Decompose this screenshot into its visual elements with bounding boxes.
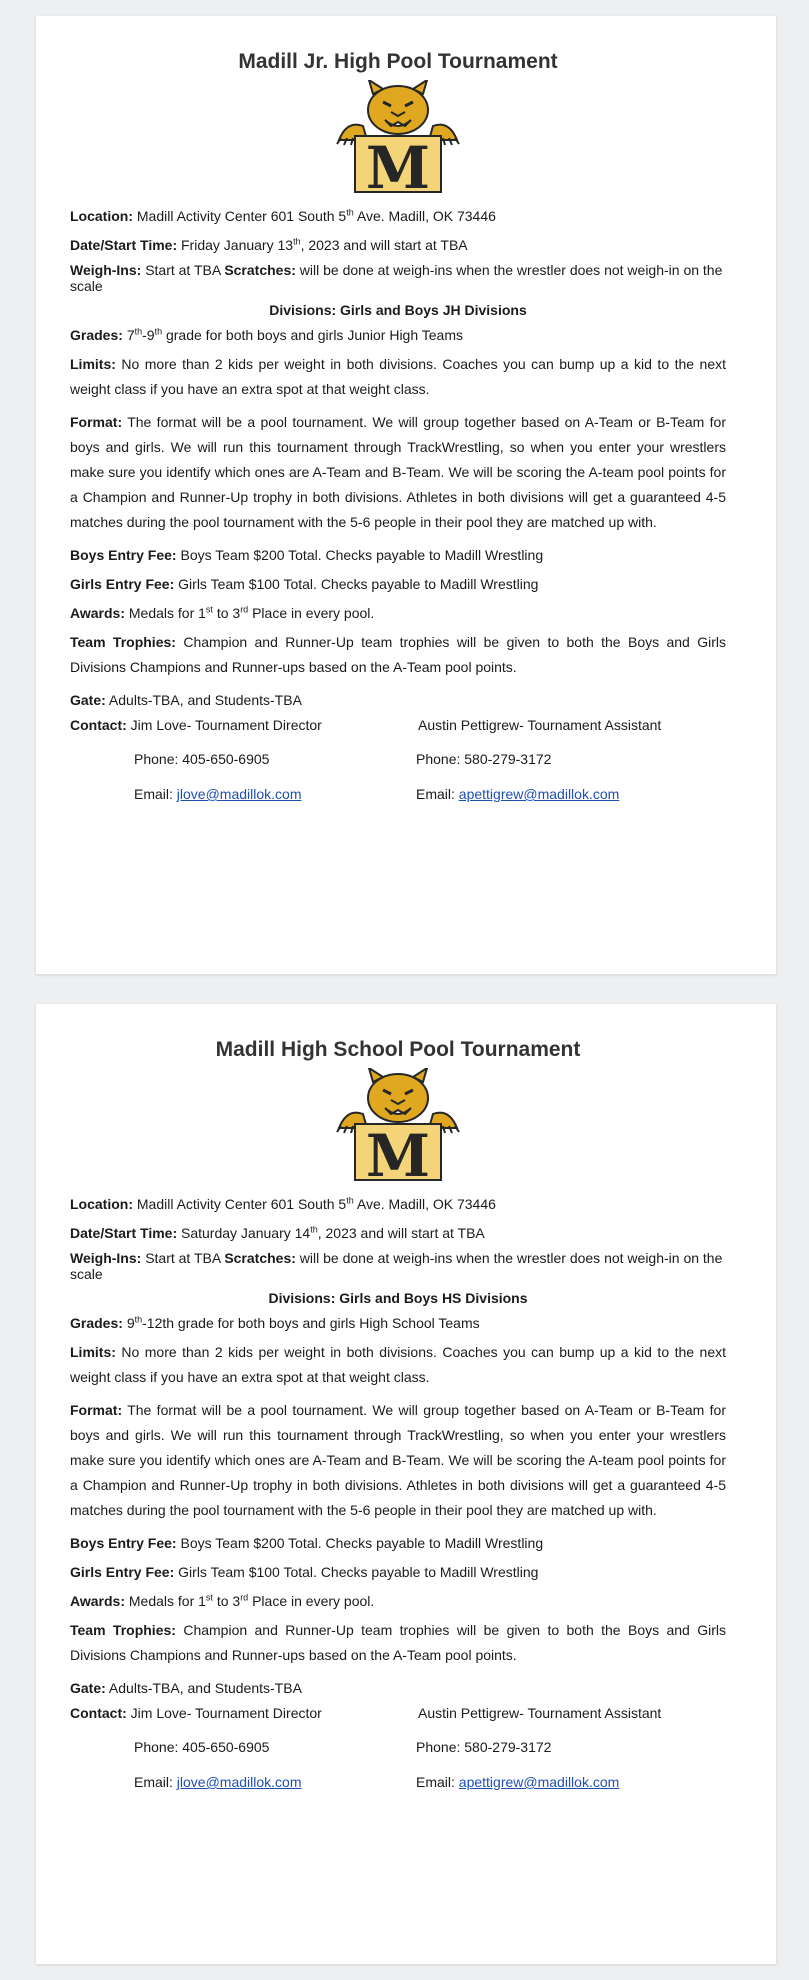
logo-svg [333,80,463,194]
weigh-ins-line [70,1250,726,1282]
director-name: Jim Love- Tournament Director [130,1705,322,1721]
limits-label: Limits: [70,1344,116,1360]
location-text-a: Madill Activity Center 601 South 5 [136,208,347,224]
trophies-paragraph [70,1618,726,1668]
director-name: Jim Love- Tournament Director [130,717,322,733]
awards-line [70,1589,726,1614]
scratches-label: Scratches: [224,1250,296,1266]
awards-text-c: Place in every pool. [248,1593,375,1609]
contact-director [70,1705,322,1721]
flyer-page-high-school [36,1004,776,1964]
date-sup: th [310,1224,318,1235]
trophies-text: Champion and Runner-Up team trophies will be given to both the Boys and Girls Divisions Champions and Runner-ups based on the A-Team pool points. [70,634,726,675]
grades-line [70,323,726,348]
location-text-b: Ave. Madill, OK 73446 [353,208,496,224]
email-label: Email: [416,786,459,802]
assistant-email [416,786,619,802]
logo-letter: M [365,134,431,194]
scratches-label: Scratches: [224,262,296,278]
location-text-a: Madill Activity Center 601 South 5 [136,1196,347,1212]
awards-sup-2: rd [240,604,249,615]
date-label: Date/Start Time: [70,1225,178,1241]
page-title: Madill High School Pool Tournament [215,1038,581,1061]
grades-label: Grades: [70,327,123,343]
grades-text-c: grade for both boys and girls High School Teams [174,1315,480,1331]
contact-block [70,1705,726,1817]
contact-label: Contact: [70,1705,127,1721]
awards-text-a: Medals for 1 [128,605,206,621]
grades-text-b: -12th [142,1315,175,1331]
date-line [70,1221,726,1246]
grades-line [70,1311,726,1336]
awards-line [70,601,726,626]
location-label: Location: [70,1196,133,1212]
weigh-ins-label: Weigh-Ins: [70,262,142,278]
boys-fee-text: Boys Team $200 Total. Checks payable to Madill Wrestling [180,1535,544,1551]
date-text-b: , 2023 and will start at TBA [317,1225,485,1241]
date-text-a: Friday January 13 [181,237,294,253]
assistant-email [416,1774,619,1790]
trophies-label: Team Trophies: [70,634,176,650]
gate-label: Gate: [70,692,106,708]
date-text-b: , 2023 and will start at TBA [300,237,468,253]
trophies-text: Champion and Runner-Up team trophies will be given to both the Boys and Girls Divisions Champions and Runner-ups based on the A-Team pool points. [70,1622,726,1663]
weigh-ins-text: Start at TBA [145,262,221,278]
location-line [70,1192,726,1217]
awards-sup-2: rd [240,1592,249,1603]
flyer-page-jr-high [36,16,776,974]
gate-label: Gate: [70,1680,106,1696]
boys-fee-text: Boys Team $200 Total. Checks payable to Madill Wrestling [180,547,544,563]
grades-sup-2: th [154,326,163,337]
page-title: Madill Jr. High Pool Tournament [238,50,558,73]
madill-wildcat-m-logo-icon [70,1068,726,1182]
awards-text-b: to 3 [212,605,241,621]
assistant-name: Austin Pettigrew- Tournament Assistant [418,717,662,733]
gate-text: Adults-TBA, and Students-TBA [108,692,302,708]
director-phone: Phone: 405-650-6905 [134,1739,270,1755]
contact-block [70,717,726,829]
date-line [70,233,726,258]
logo-svg [333,1068,463,1182]
format-label: Format: [70,414,123,430]
grades-text-c: grade for both boys and girls Junior High Teams [162,327,463,343]
awards-text-a: Medals for 1 [128,1593,206,1609]
girls-fee-label: Girls Entry Fee: [70,1564,175,1580]
awards-sup-1: st [205,604,213,615]
format-text: The format will be a pool tournament. We will group together based on A-Team or B-Team for boys and girls. We will run this tournament through TrackWrestling, so when you enter your wrestlers make sure you identify which ones are A-Team and B-Team. We will be scoring the A-team pool points for a Champion and Runner-Up trophy in both divisions. Athletes in both divisions will get a guaranteed 4-5 matches during the pool tournament with the 5-6 people in their pool they are matched up with. [70,414,726,530]
assistant-phone: Phone: 580-279-3172 [416,1739,552,1755]
gate-text: Adults-TBA, and Students-TBA [108,1680,302,1696]
format-text: The format will be a pool tournament. We will group together based on A-Team or B-Team for boys and girls. We will run this tournament through TrackWrestling, so when you enter your wrestlers make sure you identify which ones are A-Team and B-Team. We will be scoring the A-team pool points for a Champion and Runner-Up trophy in both divisions. Athletes in both divisions will get a guaranteed 4-5 matches during the pool tournament with the 5-6 people in their pool they are matched up with. [70,1402,726,1518]
gate-line [70,688,726,713]
girls-fee-label: Girls Entry Fee: [70,576,175,592]
awards-label: Awards: [70,605,125,621]
date-label: Date/Start Time: [70,237,178,253]
logo-letter: M [365,1122,431,1182]
limits-paragraph [70,1340,726,1390]
contact-director [70,717,322,733]
assistant-name: Austin Pettigrew- Tournament Assistant [418,1705,662,1721]
grades-label: Grades: [70,1315,123,1331]
awards-sup-1: st [205,1592,213,1603]
girls-fee-text: Girls Team $100 Total. Checks payable to Madill Wrestling [178,1564,539,1580]
assistant-email-link[interactable]: apettigrew@madillok.com [458,1774,620,1790]
location-line [70,204,726,229]
grades-text-a: 7 [126,327,135,343]
assistant-phone: Phone: 580-279-3172 [416,751,552,767]
boys-fee-line [70,543,726,568]
weigh-ins-line [70,262,726,294]
awards-label: Awards: [70,1593,125,1609]
director-phone: Phone: 405-650-6905 [134,751,270,767]
grades-text-a: 9 [126,1315,135,1331]
scratches-text: will be done at weigh-ins when the wrestler does not weigh-in on the scale [70,262,723,294]
girls-fee-line [70,1560,726,1585]
boys-fee-label: Boys Entry Fee: [70,547,177,563]
awards-text-b: to 3 [212,1593,241,1609]
location-label: Location: [70,208,133,224]
madill-wildcat-m-logo-icon [70,80,726,194]
gate-line [70,1676,726,1701]
location-sup: th [346,207,354,218]
weigh-ins-label: Weigh-Ins: [70,1250,142,1266]
awards-text-c: Place in every pool. [248,605,375,621]
limits-paragraph [70,352,726,402]
trophies-label: Team Trophies: [70,1622,176,1638]
director-email [134,786,302,802]
girls-fee-text: Girls Team $100 Total. Checks payable to Madill Wrestling [178,576,539,592]
director-email-link[interactable]: jlove@madillok.com [176,786,302,802]
contact-label: Contact: [70,717,127,733]
location-sup: th [346,1195,354,1206]
boys-fee-label: Boys Entry Fee: [70,1535,177,1551]
divisions-heading: Divisions: Girls and Boys HS Divisions [268,1290,528,1306]
trophies-paragraph [70,630,726,680]
limits-text: No more than 2 kids per weight in both divisions. Coaches you can bump up a kid to the next weight class if you have an extra spot at that weight class. [70,1344,726,1385]
divisions-heading: Divisions: Girls and Boys JH Divisions [269,302,527,318]
director-email-link[interactable]: jlove@madillok.com [176,1774,302,1790]
email-label: Email: [416,1774,459,1790]
scratches-text: will be done at weigh-ins when the wrestler does not weigh-in on the scale [70,1250,723,1282]
limits-label: Limits: [70,356,116,372]
boys-fee-line [70,1531,726,1556]
format-paragraph [70,1398,726,1523]
weigh-ins-text: Start at TBA [145,1250,221,1266]
director-email [134,1774,302,1790]
girls-fee-line [70,572,726,597]
location-text-b: Ave. Madill, OK 73446 [353,1196,496,1212]
email-label: Email: [134,786,177,802]
format-paragraph [70,410,726,535]
grades-sup-1: th [134,326,143,337]
limits-text: No more than 2 kids per weight in both divisions. Coaches you can bump up a kid to the next weight class if you have an extra spot at that weight class. [70,356,726,397]
date-text-a: Saturday January 14 [181,1225,311,1241]
format-label: Format: [70,1402,123,1418]
assistant-email-link[interactable]: apettigrew@madillok.com [458,786,620,802]
grades-text-b: -9 [142,327,155,343]
grades-sup-1: th [134,1314,143,1325]
date-sup: th [293,236,301,247]
email-label: Email: [134,1774,177,1790]
